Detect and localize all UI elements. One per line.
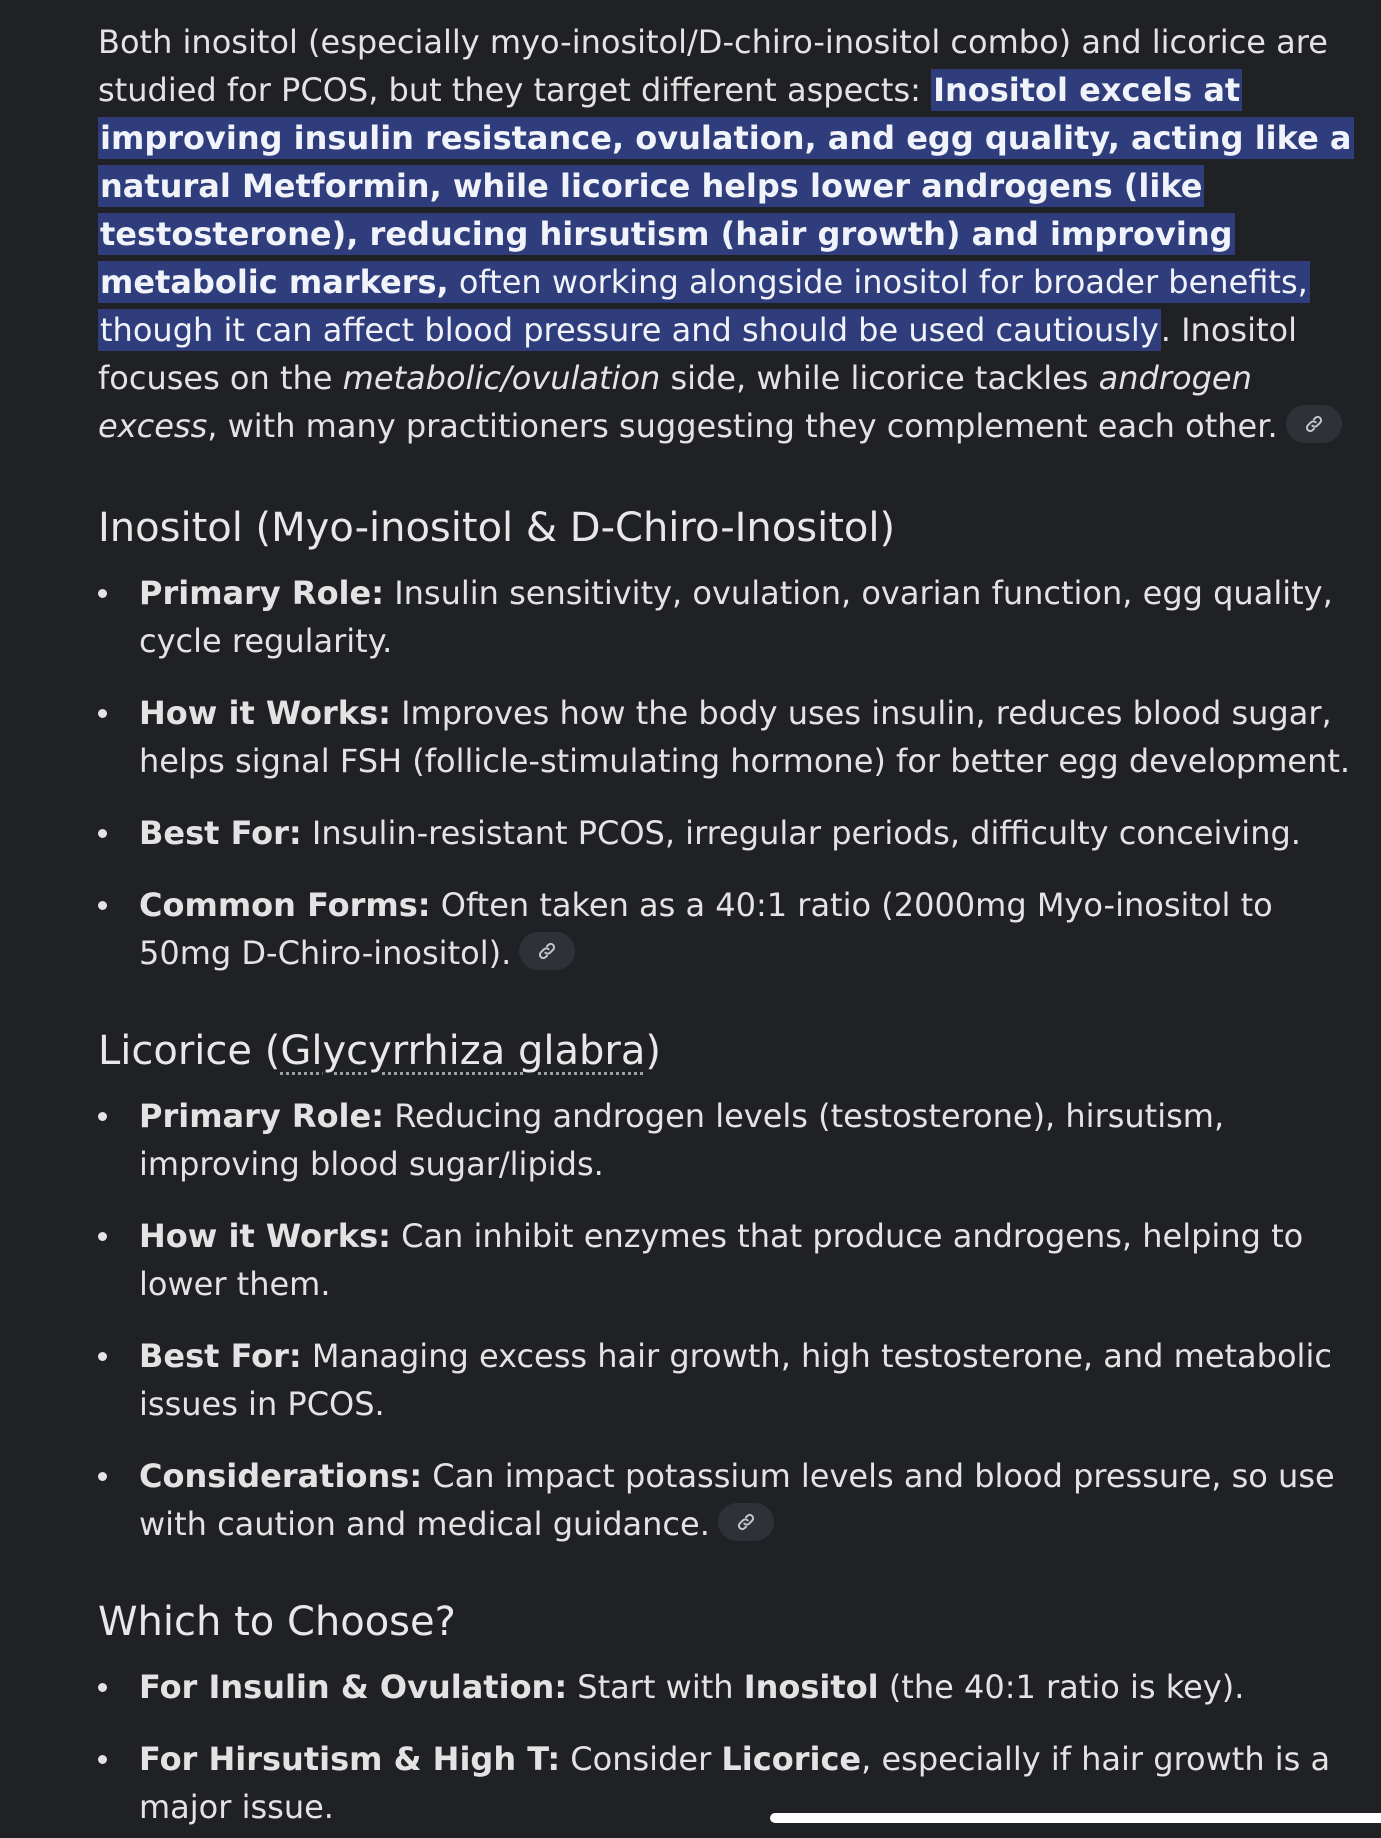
item-text: Often taken as a 40:1 ratio (2000mg Myo-inositol to 50mg D-Chiro-inositol).	[139, 886, 1273, 972]
source-link-chip[interactable]	[718, 1503, 774, 1541]
intro-emphasis-1: metabolic/ovulation	[342, 359, 661, 397]
response-content	[98, 18, 1360, 1831]
bullet-icon	[98, 1683, 107, 1692]
item-label: Primary Role:	[139, 1097, 385, 1135]
item-label: Primary Role:	[139, 574, 385, 612]
bullet-icon	[98, 589, 107, 598]
intro-paragraph	[98, 18, 1360, 450]
bullet-icon	[98, 1232, 107, 1241]
licorice-heading-a: Licorice (	[98, 1028, 281, 1074]
licorice-list	[98, 1092, 1360, 1548]
item-text: Insulin-resistant PCOS, irregular periods, difficulty conceiving.	[301, 814, 1301, 852]
item-text: Insulin sensitivity, ovulation, ovarian function, egg quality, cycle regularity.	[139, 574, 1333, 660]
item-label: Best For:	[139, 814, 302, 852]
item-text: Can impact potassium levels and blood pressure, so use with caution and medical guidance.	[139, 1457, 1335, 1543]
item-text-end: (the 40:1 ratio is key).	[878, 1668, 1245, 1706]
item-emphasis: Inositol	[743, 1668, 879, 1706]
item-text-end: , especially if hair growth is a major issue.	[139, 1740, 1331, 1826]
bullet-icon	[98, 709, 107, 718]
link-icon	[1304, 414, 1324, 434]
inositol-list	[98, 569, 1360, 977]
intro-text-1: Both inositol (especially myo-inositol/D-chiro-inositol combo) and licorice are studied for PCOS, but they target different aspects:	[98, 23, 1328, 109]
bullet-icon	[98, 901, 107, 910]
item-label: Considerations:	[139, 1457, 423, 1495]
intro-text-3: side, while licorice tackles	[660, 359, 1099, 397]
item-text: Improves how the body uses insulin, reduces blood sugar, helps signal FSH (follicle-stimulating hormone) for better egg development.	[139, 694, 1351, 780]
item-text: Consider	[560, 1740, 722, 1778]
bullet-icon	[98, 1755, 107, 1764]
licorice-heading	[98, 1027, 1360, 1075]
item-label: Common Forms:	[139, 886, 431, 924]
latin-name-term[interactable]: Glycyrrhiza glabra	[280, 1028, 646, 1074]
highlighted-summary[interactable]	[98, 69, 1354, 351]
bullet-icon	[98, 1472, 107, 1481]
item-label: How it Works:	[139, 694, 391, 732]
item-label: For Hirsutism & High T:	[139, 1740, 561, 1778]
highlight-text-1: Inositol excels at improving insulin resistance, ovulation, and egg quality, acting like a natural Metformin, while licorice helps lower androgens (like testosterone), reducing hirsutism (hair growth) and improving metabolic markers,	[100, 71, 1352, 301]
list-item	[98, 569, 1360, 665]
highlight-text-3: though it can affect blood pressure and should be used cautiously	[100, 311, 1159, 349]
list-item	[98, 1452, 1360, 1548]
item-text: Reducing androgen levels (testosterone), hirsutism, improving blood sugar/lipids.	[139, 1097, 1225, 1183]
item-text: Managing excess hair growth, high testosterone, and metabolic issues in PCOS.	[139, 1337, 1332, 1423]
list-item	[98, 1663, 1360, 1711]
item-text: Can inhibit enzymes that produce androgens, helping to lower them.	[139, 1217, 1304, 1303]
highlight-text-2: often working alongside inositol for broader benefits,	[448, 263, 1308, 301]
item-emphasis: Licorice	[721, 1740, 862, 1778]
link-icon	[736, 1512, 756, 1532]
choose-list	[98, 1663, 1360, 1831]
intro-text-2: . Inositol focuses on the	[98, 311, 1297, 397]
item-label: How it Works:	[139, 1217, 391, 1255]
item-text: Start with	[567, 1668, 744, 1706]
list-item	[98, 1092, 1360, 1188]
choose-heading: Which to Choose?	[98, 1599, 456, 1645]
source-link-chip[interactable]	[1286, 405, 1342, 443]
item-label: Best For:	[139, 1337, 302, 1375]
item-label: For Insulin & Ovulation:	[139, 1668, 568, 1706]
home-indicator[interactable]	[770, 1813, 1381, 1823]
intro-emphasis-2: androgen excess	[98, 359, 1252, 445]
list-item	[98, 1332, 1360, 1428]
bullet-icon	[98, 1112, 107, 1121]
link-icon	[537, 941, 557, 961]
list-item	[98, 1212, 1360, 1308]
list-item	[98, 881, 1360, 977]
list-item	[98, 689, 1360, 785]
licorice-heading-c: )	[645, 1028, 661, 1074]
intro-text-4: , with many practitioners suggesting they complement each other.	[207, 407, 1278, 445]
inositol-heading: Inositol (Myo-inositol & D-Chiro-Inositol)	[98, 505, 896, 551]
bullet-icon	[98, 829, 107, 838]
bullet-icon	[98, 1352, 107, 1361]
source-link-chip[interactable]	[519, 932, 575, 970]
list-item	[98, 809, 1360, 857]
